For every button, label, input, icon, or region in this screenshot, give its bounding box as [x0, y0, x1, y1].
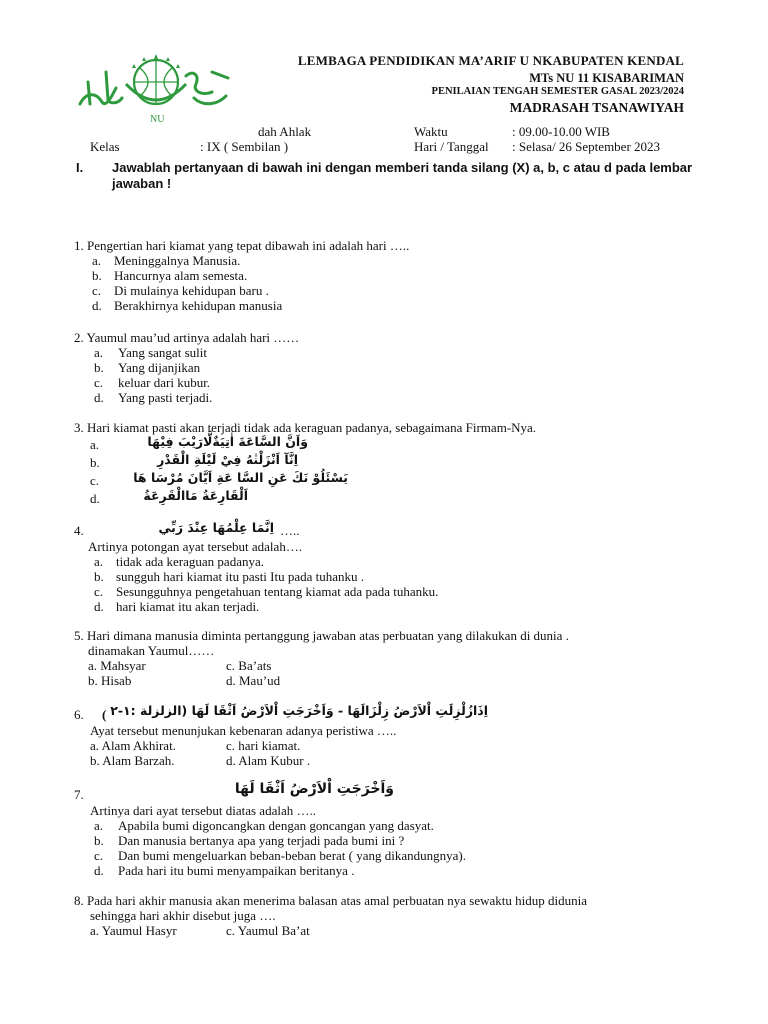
instruction-text: Jawablah pertanyaan di bawah ini dengan memberi tanda silang (X) a, b, c atau d pada lembar jawaban !	[112, 160, 693, 191]
option-text: Di mulainya kehidupan baru .	[114, 283, 269, 298]
option-text: tidak ada keraguan padanya.	[116, 554, 264, 569]
option-letter: a.	[94, 818, 104, 833]
option-letter: a.	[94, 345, 104, 360]
school-name: MTs NU 11 KISABARIMAN	[529, 71, 684, 85]
option-letter: c.	[90, 473, 100, 488]
option-letter: b.	[90, 455, 100, 470]
option-letter: d.	[94, 390, 104, 405]
option-letter: c.	[92, 283, 102, 298]
date-value: : Selasa/ 26 September 2023	[512, 139, 661, 154]
arabic-verse: اِنَّمَا عِلْمُهَا عِنْدَ رَبِّي	[158, 520, 274, 535]
option-letter: b.	[94, 360, 104, 375]
option-letter: a.	[92, 253, 102, 268]
option-b: b. Hisab	[88, 673, 132, 688]
time-label: Waktu	[414, 124, 448, 139]
option-c: c. hari kiamat.	[226, 738, 301, 753]
arabic-option: يَسْئَلُوْ نَكَ عَنِ السَّا عَةِ اَيَّانَ مُرْسَا هَا	[133, 470, 348, 485]
option-a: a. Alam Akhirat.	[90, 738, 176, 753]
arabic-option: اِنَّآ اَنْزَلْنٰهُ فِيْ لَيْلَةِ الْقَدْرِ	[157, 452, 298, 467]
date-label: Hari / Tanggal	[414, 139, 489, 154]
option-c: c. Ba’ats	[226, 658, 272, 673]
option-d: d. Alam Kubur .	[226, 753, 311, 768]
arabic-verse: وَاَخْرَجَتِ اْلاَرْضُ اَثْقَا لَهَا	[234, 781, 394, 797]
option-letter: b.	[94, 833, 104, 848]
option-letter: a.	[94, 554, 104, 569]
question-text: 5. Hari dimana manusia diminta pertanggung jawaban atas perbuatan yang dilakukan di dunia .	[74, 628, 569, 643]
question-text-cont: dinamakan Yaumul……	[88, 643, 215, 658]
question-number: 4.	[74, 523, 84, 538]
option-text: Pada hari itu bumi menyampaikan beritanya .	[118, 863, 355, 878]
logo-text: NU	[150, 114, 165, 125]
question-text: Artinya potongan ayat tersebut adalah….	[88, 539, 303, 554]
option-text: Berakhirnya kehidupan manusia	[114, 298, 283, 313]
subject-value: dah Ahlak	[258, 124, 312, 139]
time-value: : 09.00-10.00 WIB	[512, 124, 610, 139]
option-letter: b.	[94, 569, 104, 584]
option-letter: a.	[90, 437, 100, 452]
question-text: Artinya dari ayat tersebut diatas adalah …..	[90, 803, 316, 818]
arabic-verse: اِذَازُلْزِلَتِ اْلاَرْضُ زِلْزَالَهَا - وَاَخْرَجَتِ اْلاَرْضُ اَثْقَا لَهَا (الزلزلة :١-٢	[110, 703, 488, 718]
question-text: 1. Pengertian hari kiamat yang tepat dibawah ini adalah hari …..	[74, 238, 410, 253]
question-text: 8. Pada hari akhir manusia akan menerima balasan atas amal perbuatan nya sewaktu hidup didunia	[74, 893, 587, 908]
question-text: 3. Hari kiamat pasti akan terjadi tidak ada keraguan padanya, sebagaimana Firmam-Nya.	[74, 420, 537, 435]
option-letter: c.	[94, 584, 104, 599]
option-text: Dan manusia bertanya apa yang terjadi pada bumi ini ?	[118, 833, 405, 848]
question-text: Ayat tersebut menunjukan kebenaran adanya peristiwa …..	[90, 723, 397, 738]
arabic-option: اَلْقَارِعَةُ مَاالْقَرِعَةُ	[143, 488, 248, 503]
school-level: MADRASAH TSANAWIYAH	[509, 100, 684, 115]
paren: (	[102, 707, 107, 722]
option-letter: d.	[94, 599, 104, 614]
option-letter: d.	[94, 863, 104, 878]
option-text: Sesungguhnya pengetahuan tentang kiamat ada pada tuhanku.	[116, 584, 439, 599]
option-a: a. Mahsyar	[88, 658, 146, 673]
option-letter: c.	[94, 375, 104, 390]
exam-title: PENILAIAN TENGAH SEMESTER GASAL 2023/2024	[431, 86, 684, 97]
nu-logo	[76, 52, 236, 128]
option-a: a. Yaumul Hasyr	[90, 923, 177, 938]
class-value: : IX ( Sembilan )	[200, 139, 289, 154]
option-letter: d.	[90, 491, 100, 506]
question-text-cont: sehingga hari akhir disebut juga ….	[90, 908, 276, 923]
question-text: 2. Yaumul mau’ud artinya adalah hari ……	[74, 330, 300, 345]
option-d: d. Mau’ud	[226, 673, 281, 688]
institution-name: LEMBAGA PENDIDIKAN MA’ARIF U NKABUPATEN KENDAL	[297, 53, 684, 68]
option-c: c. Yaumul Ba’at	[226, 923, 310, 938]
option-text: hari kiamat itu akan terjadi.	[116, 599, 260, 614]
option-text: Hancurnya alam semesta.	[114, 268, 248, 283]
instruction-number: I.	[76, 160, 84, 175]
option-b: b. Alam Barzah.	[90, 753, 175, 768]
option-text: Dan bumi mengeluarkan beban-beban berat ( yang dikandungnya).	[118, 848, 466, 863]
option-text: Meninggalnya Manusia.	[114, 253, 241, 268]
option-letter: d.	[92, 298, 102, 313]
arabic-option: وَاَنَّ السَّاعَةَ اٰتِيَةٌلَّارَيْبَ فِيْهَا	[147, 434, 308, 449]
question-number: 7.	[74, 787, 84, 802]
verse-suffix: …..	[280, 523, 300, 538]
class-label: Kelas	[90, 139, 120, 154]
option-text: Yang sangat sulit	[118, 345, 207, 360]
option-letter: c.	[94, 848, 104, 863]
option-text: Yang dijanjikan	[118, 360, 201, 375]
question-number: 6.	[74, 707, 84, 722]
option-text: keluar dari kubur.	[118, 375, 211, 390]
option-text: sungguh hari kiamat itu pasti Itu pada tuhanku .	[116, 569, 365, 584]
option-text: Apabila bumi digoncangkan dengan goncangan yang dasyat.	[118, 818, 434, 833]
option-letter: b.	[92, 268, 102, 283]
option-text: Yang pasti terjadi.	[118, 390, 213, 405]
